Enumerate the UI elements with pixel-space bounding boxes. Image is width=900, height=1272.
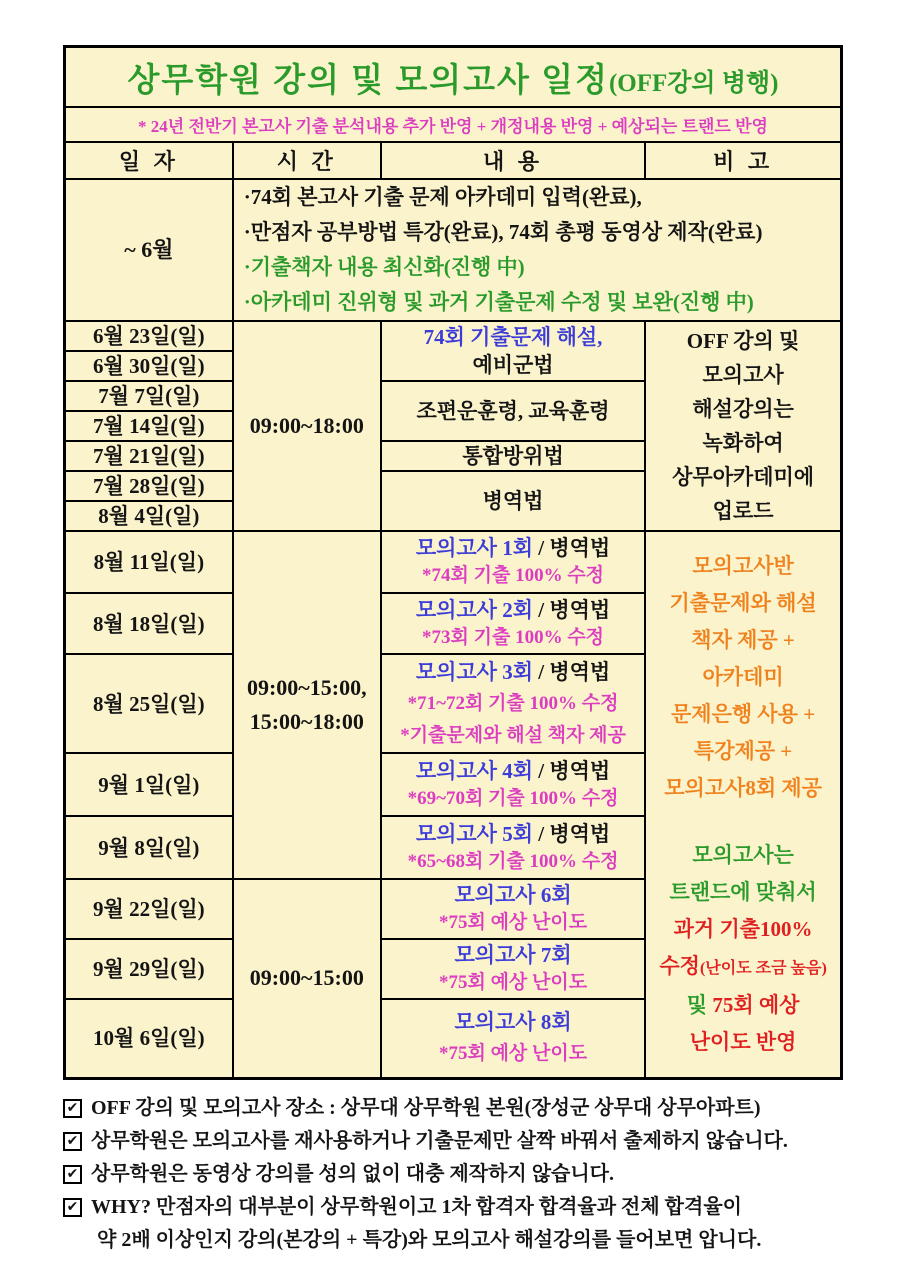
text-line	[648, 585, 838, 622]
content-cell	[381, 531, 645, 593]
text-segment: 6월 23일(일)	[93, 324, 205, 348]
text-segment: 7월 14일(일)	[93, 414, 205, 438]
text-line	[384, 487, 642, 515]
text-line	[68, 834, 230, 862]
text-segment: *74회 기출 100% 수정	[422, 565, 605, 586]
content-cell	[381, 654, 645, 753]
content-cell	[381, 593, 645, 654]
prep-date-cell-text	[68, 236, 230, 264]
text-segment: 특강제공 +	[693, 738, 793, 763]
content-cell	[381, 816, 645, 879]
text-line	[384, 534, 642, 562]
text-line	[648, 548, 838, 585]
table-row	[65, 531, 842, 593]
date-cell-text	[68, 352, 230, 380]
content-cell-text	[384, 487, 642, 515]
text-line	[384, 909, 642, 937]
date-cell-text	[68, 472, 230, 500]
text-segment: 문제은행 사용 +	[671, 701, 816, 726]
text-line	[384, 442, 642, 470]
text-line	[384, 785, 642, 813]
text-segment: / 병역법	[533, 758, 611, 783]
text-segment: 7월 7일(일)	[98, 384, 200, 408]
text-segment: 모의고사는	[692, 842, 794, 867]
content-cell	[381, 381, 645, 441]
time-cell-text	[236, 671, 378, 739]
note-cell-text	[648, 324, 838, 528]
text-segment: 모의고사 2회	[415, 597, 534, 622]
text-line	[384, 656, 642, 688]
time-cell	[233, 879, 381, 1078]
footer-note-line	[63, 1158, 853, 1191]
text-segment: *75회 예상 난이도	[438, 912, 588, 933]
date-cell-text	[68, 771, 230, 799]
column-header-date: 일 자	[65, 142, 233, 179]
content-cell-text	[384, 941, 642, 997]
checkbox-icon: ✔	[63, 1099, 82, 1118]
text-segment: 8월 18일(일)	[93, 611, 205, 636]
text-line	[648, 948, 838, 987]
date-cell-text	[68, 322, 230, 350]
text-line	[648, 622, 838, 659]
text-line	[68, 690, 230, 718]
content-cell-text	[384, 534, 642, 590]
text-segment: 09:00~15:00,	[246, 675, 367, 700]
text-line	[244, 285, 842, 320]
text-line	[648, 837, 838, 874]
date-cell-text	[68, 610, 230, 638]
text-segment: *71~72회 기출 100% 수정	[407, 692, 619, 714]
text-line	[68, 771, 230, 799]
text-segment: 7월 21일(일)	[93, 444, 205, 468]
prep-content-cell	[233, 179, 842, 321]
text-segment: *65~68회 기출 100% 수정	[407, 850, 619, 872]
text-segment: 75회 예상	[712, 992, 800, 1017]
text-segment: 15:00~18:00	[249, 709, 364, 734]
text-segment: 9월 22일(일)	[93, 897, 205, 921]
text-line	[384, 624, 642, 652]
text-segment: 10월 6일(일)	[93, 1026, 205, 1051]
page-subtitle	[65, 107, 842, 142]
text-line	[68, 1024, 230, 1052]
date-cell	[65, 441, 233, 471]
date-cell-text	[68, 502, 230, 530]
text-line	[68, 895, 230, 923]
text-segment: 모의고사8회 제공	[664, 775, 822, 800]
text-line	[384, 820, 642, 848]
text-line	[68, 548, 230, 576]
text-segment: 상무아카데미에	[672, 465, 815, 489]
text-segment: 모의고사 6회	[454, 883, 572, 907]
content-cell	[381, 471, 645, 531]
footer-note-text: 상무학원은 동영상 강의를 성의 없이 대충 제작하지 않습니다.	[91, 1162, 614, 1185]
date-cell-text	[68, 895, 230, 923]
table-row	[65, 321, 842, 351]
text-line	[68, 472, 230, 500]
date-cell	[65, 654, 233, 753]
text-line	[68, 322, 230, 350]
text-segment: 트랜드에 맞춰서	[669, 879, 817, 904]
text-line	[384, 688, 642, 720]
text-segment: 및	[686, 992, 713, 1017]
footer-note-text: 상무학원은 모의고사를 재사용하거나 기출문제만 살짝 바꿔서 출제하지 않습니다.	[91, 1129, 788, 1152]
content-cell	[381, 939, 645, 999]
text-line	[384, 397, 642, 425]
text-segment: ·기출책자 내용 최신화(진행 中)	[243, 255, 525, 279]
text-line	[68, 382, 230, 410]
date-cell	[65, 999, 233, 1078]
footer-notes	[63, 1092, 853, 1257]
text-segment: OFF 강의 및	[686, 329, 800, 353]
text-segment: 9월 29일(일)	[93, 957, 205, 981]
text-segment: 조편운훈령, 교육훈령	[416, 399, 610, 423]
text-segment: 모의고사 4회	[415, 758, 534, 783]
text-segment: / 병역법	[533, 536, 611, 560]
text-line	[384, 596, 642, 624]
text-line	[244, 180, 842, 215]
text-segment: 해설강의는	[692, 397, 794, 421]
text-line	[68, 502, 230, 530]
schedule-table	[63, 45, 843, 1080]
content-cell-text	[384, 820, 642, 876]
text-line	[384, 969, 642, 997]
text-segment: 수정	[659, 953, 700, 978]
text-segment: 8월 25일(일)	[93, 691, 205, 716]
text-segment: 모의고사반	[692, 553, 794, 578]
page-title-main: 상무학원 강의 및 모의고사 일정	[127, 62, 609, 99]
text-segment: / 병역법	[533, 659, 611, 684]
text-line	[68, 352, 230, 380]
page-title-suffix: (OFF강의 병행)	[608, 69, 779, 97]
content-cell-text	[384, 397, 642, 425]
footer-note-text: WHY? 만점자의 대부분이 상무학원이고 1차 합격자 합격율과 전체 합격율이	[91, 1195, 742, 1218]
text-segment: ·만점자 공부방법 특강(완료), 74회 총평 동영상 제작(완료)	[243, 220, 763, 244]
text-segment: 9월 1일(일)	[98, 772, 200, 797]
subtitle-row	[65, 107, 842, 142]
text-line	[648, 696, 838, 733]
text-line	[648, 1024, 838, 1061]
footer-note-line	[63, 1125, 853, 1158]
text-segment: ·74회 본고사 기출 문제 아카데미 입력(완료),	[243, 185, 642, 209]
text-line	[384, 323, 642, 351]
text-segment: 8월 4일(일)	[98, 504, 200, 528]
text-segment: 모의고사	[702, 363, 784, 387]
footer-note-line	[63, 1092, 853, 1125]
text-segment: 6월 30일(일)	[93, 354, 205, 378]
note-cell	[645, 531, 841, 1078]
text-line	[648, 494, 838, 528]
text-segment: 모의고사 7회	[454, 943, 572, 967]
text-segment: 기출문제와 해설	[669, 590, 817, 615]
text-segment: ·아카데미 진위형 및 과거 기출문제 수정 및 보완(진행 中)	[243, 290, 754, 314]
page-title	[65, 47, 842, 108]
text-segment: 09:00~15:00	[249, 965, 364, 991]
text-line	[648, 659, 838, 696]
text-line	[648, 460, 838, 494]
text-line	[68, 955, 230, 983]
prep-date-cell	[65, 179, 233, 321]
date-cell	[65, 471, 233, 501]
text-line	[236, 705, 378, 739]
date-cell	[65, 753, 233, 816]
text-segment: 모의고사 8회	[454, 1010, 572, 1035]
footer-note-line	[63, 1191, 853, 1224]
date-cell	[65, 381, 233, 411]
time-cell-text	[236, 964, 378, 992]
text-segment: 모의고사 1회	[415, 536, 534, 560]
title-row	[65, 47, 842, 108]
text-line	[236, 412, 378, 440]
text-line	[244, 250, 842, 285]
date-cell-text	[68, 955, 230, 983]
content-cell-text	[384, 323, 642, 379]
text-segment: *기출문제와 해설 책자 제공	[400, 724, 626, 746]
text-segment: *75회 예상 난이도	[438, 1043, 588, 1065]
date-cell-text	[68, 834, 230, 862]
date-cell	[65, 351, 233, 381]
text-line	[648, 324, 838, 358]
text-line	[384, 720, 642, 752]
note-cell	[645, 321, 841, 531]
date-cell-text	[68, 1024, 230, 1052]
text-segment: / 병역법	[533, 597, 611, 622]
text-segment: 녹화하여	[702, 431, 784, 455]
date-cell-text	[68, 442, 230, 470]
footer-note-text: 약 2배 이상인지 강의(본강의 + 특강)와 모의고사 해설강의를 들어보면 압니다.	[97, 1228, 762, 1251]
text-segment: 아카데미	[702, 664, 784, 689]
date-cell	[65, 593, 233, 654]
text-segment: 통합방위법	[462, 444, 564, 468]
column-header-content: 내 용	[381, 142, 645, 179]
footer-note-line	[63, 1224, 853, 1257]
time-cell	[233, 321, 381, 531]
text-segment: *73회 기출 100% 수정	[422, 626, 605, 648]
text-segment: 09:00~18:00	[249, 413, 364, 438]
column-header-time: 시 간	[233, 142, 381, 179]
text-line	[68, 412, 230, 440]
text-line	[384, 1038, 642, 1070]
text-segment: 9월 8일(일)	[98, 835, 200, 860]
content-cell-text	[384, 757, 642, 813]
text-segment: 8월 11일(일)	[93, 550, 205, 574]
text-line	[384, 941, 642, 969]
column-header-row	[65, 142, 842, 179]
text-line	[648, 770, 838, 807]
text-line	[68, 236, 230, 264]
text-segment: 병역법	[482, 489, 544, 513]
text-line	[648, 426, 838, 460]
checkbox-icon: ✔	[63, 1198, 82, 1217]
schedule-body	[65, 179, 842, 1078]
page-subtitle-text: * 24년 전반기 본고사 기출 분석내용 추가 반영 + 개정내용 반영 + 예상되는 트랜드 반영	[138, 117, 768, 136]
checkbox-icon: ✔	[63, 1132, 82, 1151]
date-cell-text	[68, 412, 230, 440]
text-line	[68, 610, 230, 638]
text-line	[648, 733, 838, 770]
text-segment: ~ 6월	[124, 237, 174, 262]
text-segment: 예비군법	[472, 353, 554, 377]
text-segment: 7월 28일(일)	[93, 474, 205, 498]
text-segment: 책자 제공 +	[691, 627, 795, 652]
date-cell	[65, 321, 233, 351]
text-line	[384, 562, 642, 590]
text-line	[384, 848, 642, 876]
date-cell	[65, 939, 233, 999]
content-cell	[381, 441, 645, 471]
column-header-note: 비 고	[645, 142, 841, 179]
footer-note-text: OFF 강의 및 모의고사 장소 : 상무대 상무학원 본원(장성군 상무대 상무아파트)	[91, 1096, 761, 1119]
text-line	[236, 671, 378, 705]
text-segment: 모의고사 3회	[415, 659, 534, 684]
text-segment: *75회 예상 난이도	[438, 972, 588, 993]
note-cell-text	[648, 548, 838, 1061]
content-cell-text	[384, 1006, 642, 1070]
text-segment: 모의고사 5회	[415, 821, 534, 846]
date-cell-text	[68, 690, 230, 718]
text-line	[384, 351, 642, 379]
text-line	[648, 987, 838, 1024]
content-cell	[381, 879, 645, 939]
date-cell	[65, 879, 233, 939]
date-cell	[65, 411, 233, 441]
text-line	[384, 757, 642, 785]
time-cell	[233, 531, 381, 879]
text-segment: 과거 기출100%	[673, 916, 813, 941]
text-segment: (난이도 조금 높음)	[699, 959, 827, 977]
text-line	[236, 964, 378, 992]
checkbox-icon: ✔	[63, 1165, 82, 1184]
content-cell-text	[384, 881, 642, 937]
text-line	[648, 392, 838, 426]
prep-content-cell-text	[236, 180, 842, 320]
date-cell-text	[68, 382, 230, 410]
text-line	[68, 442, 230, 470]
date-cell	[65, 501, 233, 531]
text-line	[648, 911, 838, 948]
time-cell-text	[236, 412, 378, 440]
text-line	[648, 874, 838, 911]
text-segment: *69~70회 기출 100% 수정	[407, 787, 619, 809]
text-segment: 74회 기출문제 해설,	[423, 325, 603, 349]
content-cell	[381, 321, 645, 381]
content-cell	[381, 753, 645, 816]
text-line	[384, 881, 642, 909]
text-segment: 업로드	[712, 499, 774, 523]
text-segment: / 병역법	[533, 821, 611, 846]
content-cell	[381, 999, 645, 1078]
table-row	[65, 179, 842, 321]
date-cell	[65, 531, 233, 593]
date-cell-text	[68, 548, 230, 576]
text-segment: 난이도 반영	[689, 1029, 797, 1054]
text-line	[384, 1006, 642, 1038]
content-cell-text	[384, 442, 642, 470]
content-cell-text	[384, 656, 642, 752]
date-cell	[65, 816, 233, 879]
content-cell-text	[384, 596, 642, 652]
text-line	[244, 215, 842, 250]
text-line	[648, 358, 838, 392]
